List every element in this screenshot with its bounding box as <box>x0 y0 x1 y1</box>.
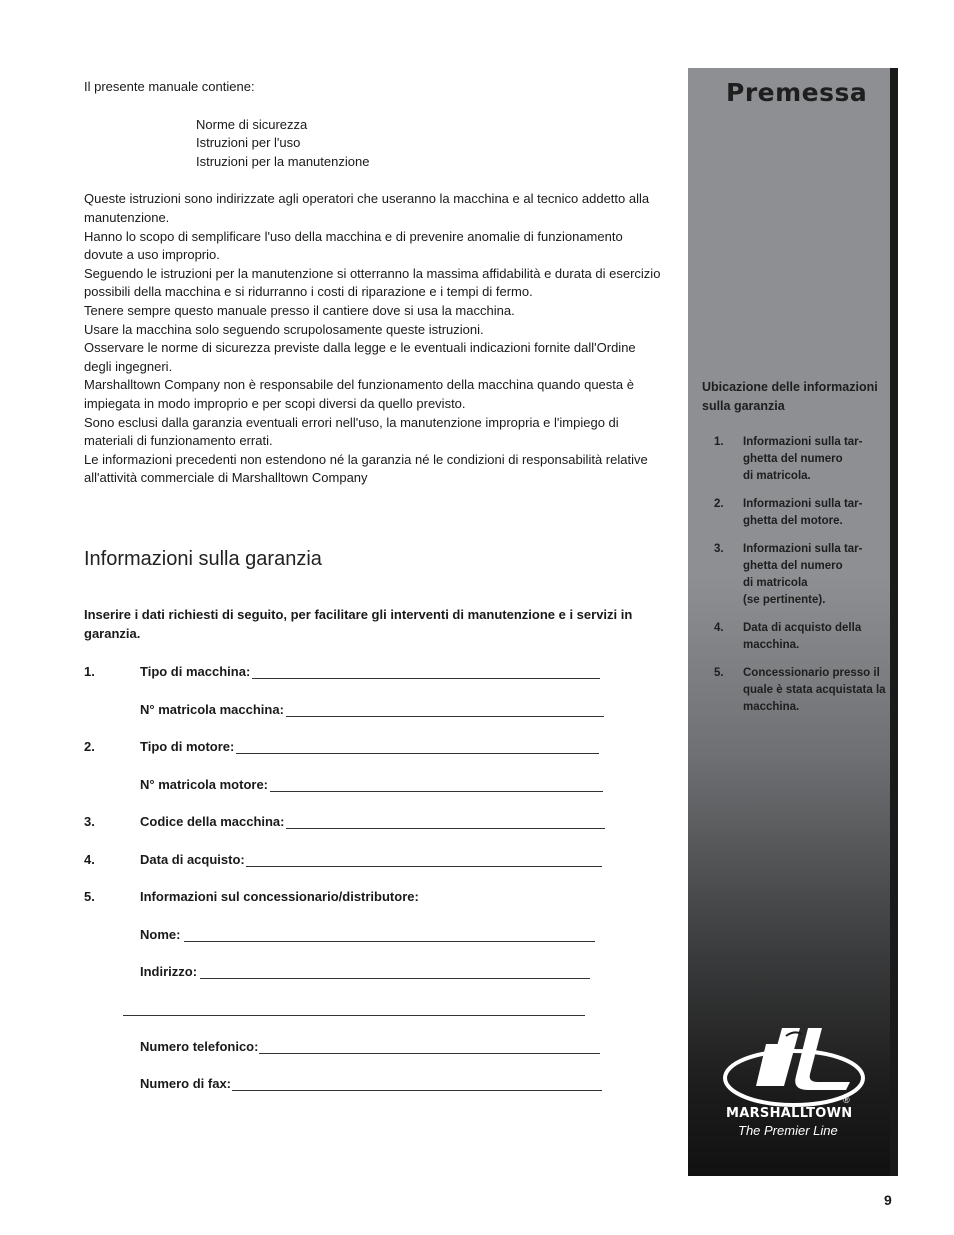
sidebar-item <box>714 496 890 530</box>
field-label: Codice della macchina: <box>140 814 285 829</box>
field-number: 4. <box>84 852 95 867</box>
fill-line[interactable] <box>246 866 602 867</box>
fill-line[interactable] <box>252 678 600 679</box>
paragraph: Sono esclusi dalla garanzia eventuali errori nell'uso, la manutenzione impropria e l'impiego di materiali di funzionamento errati. <box>84 414 619 449</box>
field-label: N° matricola motore: <box>140 777 269 792</box>
intro-heading: Il presente manuale contiene: <box>84 79 255 94</box>
fill-line[interactable] <box>232 1090 602 1091</box>
paragraph: Osservare le norme di sicurezza previste dalla legge e le eventuali indicazioni fornite dall'Ordine degli ingegneri. <box>84 340 636 374</box>
contents-list <box>196 116 664 172</box>
fill-line[interactable] <box>286 828 605 829</box>
contents-item: Istruzioni per l'uso <box>196 135 301 151</box>
paragraph: Seguendo le istruzioni per la manutenzione si otterranno la massima affidabilità e durata di esercizio possibili della macchina e si ridurranno i costi di riparazione e i tempi di fermo. <box>84 265 661 300</box>
warranty-title: Informazioni sulla garanzia <box>84 548 322 570</box>
sidebar-title: Premessa <box>726 78 868 107</box>
fill-line[interactable] <box>286 716 604 717</box>
intro-paragraphs <box>84 190 664 488</box>
contents-item: Norme di sicurezza <box>196 116 308 132</box>
field-label: Numero di fax: <box>140 1076 232 1091</box>
fill-line[interactable] <box>270 791 603 792</box>
sidebar-item-text: Informazioni sulla tar- ghetta del motore. <box>743 498 863 527</box>
field-label: Indirizzo: <box>140 964 198 979</box>
sidebar-item-number: 2. <box>714 498 724 510</box>
sidebar-item-text: Concessionario presso il quale è stata acquistata la macchina. <box>743 667 886 713</box>
sidebar <box>688 68 898 1176</box>
sidebar-item-number: 1. <box>714 436 724 448</box>
paragraph: Queste istruzioni sono indirizzate agli operatori che useranno la macchina e al tecnico addetto alla manutenzione. <box>84 191 650 225</box>
sidebar-item <box>714 665 890 716</box>
contents-item: Istruzioni per la manutenzione <box>196 153 370 169</box>
fill-line[interactable] <box>200 978 590 979</box>
sidebar-list <box>714 434 890 727</box>
sidebar-item <box>714 434 890 485</box>
sidebar-item-text: Informazioni sulla tar- ghetta del numero di matricola. <box>743 436 863 482</box>
field-number: 1. <box>84 664 95 679</box>
field-label: Tipo di motore: <box>140 739 235 754</box>
sidebar-item-text: Informazioni sulla tar- ghetta del numero di matricola (se pertinente). <box>743 543 863 606</box>
paragraph: Le informazioni precedenti non estendono né la garanzia né le condizioni di responsabilità relative all'attività commerciale di Marshalltown Company <box>84 451 648 486</box>
logo-tagline: The Premier Line <box>738 1123 838 1138</box>
sidebar-item <box>714 541 890 609</box>
field-label: Numero telefonico: <box>140 1039 259 1054</box>
field-label: Tipo di macchina: <box>140 664 251 679</box>
sidebar-item-number: 5. <box>714 667 724 679</box>
fill-line[interactable] <box>184 941 595 942</box>
sidebar-item <box>714 620 890 654</box>
intro-section <box>84 78 664 488</box>
field-number: 2. <box>84 739 95 754</box>
paragraph: Tenere sempre questo manuale presso il cantiere dove si usa la macchina. <box>84 302 515 318</box>
fill-line[interactable] <box>259 1053 600 1054</box>
marshalltown-logo <box>722 1026 868 1138</box>
sidebar-item-text: Data di acquisto della macchina. <box>743 622 862 651</box>
field-label: Nome: <box>140 927 181 942</box>
sidebar-item-number: 4. <box>714 622 724 634</box>
sidebar-item-number: 3. <box>714 543 724 555</box>
logo-brand-name: MARSHALLTOWN <box>726 1106 853 1121</box>
paragraph: Marshalltown Company non è responsabile del funzionamento della macchina quando questa è impiegata in modo improprio e per scopi diversi da quello previsto. <box>84 377 634 411</box>
field-number: 3. <box>84 814 95 829</box>
field-label: Data di acquisto: <box>140 852 245 867</box>
page-number: 9 <box>884 1192 892 1208</box>
paragraph: Usare la macchina solo seguendo scrupolosamente queste istruzioni. <box>84 321 484 337</box>
field-label: Informazioni sul concessionario/distributore: <box>140 889 419 904</box>
field-number: 5. <box>84 889 95 904</box>
address-line-2[interactable] <box>123 1015 585 1016</box>
sidebar-heading: Ubicazione delle informazioni sulla garanzia <box>702 380 878 413</box>
fill-line[interactable] <box>236 753 599 754</box>
sidebar-edge <box>890 68 898 1176</box>
registered-mark: ® <box>843 1095 850 1105</box>
warranty-instruction: Inserire i dati richiesti di seguito, per facilitare gli interventi di manutenzione e i servizi in garanzia. <box>84 607 633 641</box>
field-label: N° matricola macchina: <box>140 702 284 717</box>
paragraph: Hanno lo scopo di semplificare l'uso della macchina e di prevenire anomalie di funzionamento dovute a uso improprio. <box>84 228 623 263</box>
